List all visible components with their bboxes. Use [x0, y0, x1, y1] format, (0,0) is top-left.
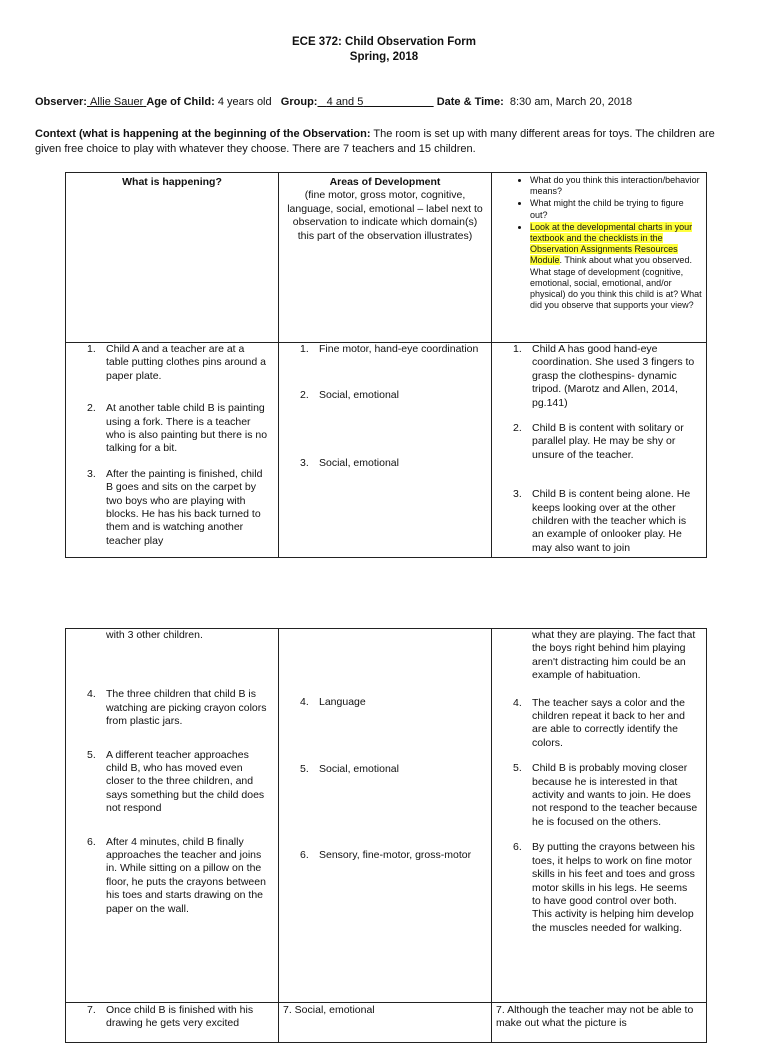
interpretation-cell	[492, 343, 707, 558]
list-item: 4. The three children that child B is watching are picking crayon colors from plastic jars.	[87, 688, 267, 728]
list-item: 1. Child A and a teacher are at a table putting clothes pins around a paper plate.	[87, 343, 266, 382]
happening-cell	[66, 1003, 279, 1043]
happening-list	[66, 1004, 278, 1031]
list-item: 3. Social, emotional	[300, 456, 399, 469]
group-label: Group:	[280, 96, 318, 108]
list-item: 4. The teacher says a color and the children repeat it back to her and are able to correctly identify the colors.	[513, 696, 685, 749]
header-happening-title: What is happening?	[122, 176, 222, 188]
header-bullet: • What do you think this interaction/behavior means?	[530, 175, 702, 197]
list-item: 1. Fine motor, hand-eye coordination	[300, 343, 479, 355]
areas-cell	[279, 1003, 492, 1043]
happening-cell	[66, 343, 279, 558]
happening-continuation: with 3 other children.	[106, 629, 203, 641]
table-body-row	[66, 1003, 707, 1043]
interpretation-list	[492, 697, 706, 936]
form-title	[0, 35, 768, 65]
list-item: 6. After 4 minutes, child B finally approaches the teacher and joins in. While sitting on a pillow on the floor, he puts the crayons between his toes and starts drawing on the paper on the wall.	[87, 835, 266, 915]
list-item: 2. At another table child B is painting using a fork. There is a teacher who is also painting but there is no talking for a bit.	[87, 402, 268, 455]
observer-label: Observer:	[35, 96, 87, 108]
age-label: Age of Child:	[146, 96, 215, 108]
header-areas-desc: (fine motor, gross motor, cognitive, language, social, emotional – label next to observation to indicate which domain(s) this part of the observation illustrates)	[287, 189, 483, 242]
list-item: 1. Child A has good hand-eye coordination. She used 3 fingers to grasp the clothespins- dynamic tripod. (Marotz and Allen, 2014, pg.141)	[513, 343, 695, 409]
list-item: 2. Social, emotional	[300, 389, 399, 402]
interpretation-list	[492, 343, 706, 555]
header-bullet	[530, 222, 702, 312]
interpretation-item: 7. Although the teacher may not be able to make out what the picture is	[496, 1004, 694, 1030]
header-bullet: • What might the child be trying to figure out?	[530, 198, 702, 220]
context-label: Context (what is happening at the beginning of the Observation:	[35, 128, 371, 140]
interpretation-cell	[492, 1003, 707, 1043]
datetime-value: 8:30 am, March 20, 2018	[509, 96, 633, 108]
areas-cell	[279, 343, 492, 558]
list-item: 7. Once child B is finished with his drawing he gets very excited	[87, 1004, 254, 1030]
header-cell-areas	[279, 173, 492, 343]
list-item: 4. Language	[300, 696, 366, 708]
context-text: The room is set up with many different areas for toys. The children are given free choice to play with whatever they choose. There are 7 teachers and 15 children.	[35, 128, 715, 155]
areas-list	[279, 343, 491, 470]
instruction-text: . Think about what you observed. What stage of development (cognitive, emotional, social, emotional, and/or physical) do you think this child is at? What did you observe that supports your view?	[530, 255, 702, 311]
header-cell-interpretation	[492, 173, 707, 343]
areas-item: 7. Social, emotional	[283, 1004, 375, 1016]
form-subtitle-text: Spring, 2018	[349, 51, 419, 63]
age-value: 4 years old	[217, 96, 272, 108]
list-item: 3. After the painting is finished, child B goes and sits on the carpet by two boys who are playing with blocks. He has his back turned to them and is watching another teacher play	[87, 467, 263, 547]
table-body-row	[66, 343, 707, 558]
datetime-label: Date & Time:	[436, 96, 504, 108]
happening-cell	[66, 629, 279, 1003]
interpretation-continuation: what they are playing. The fact that the boys right behind him playing aren't distracting him could be an example of habituation.	[532, 629, 696, 682]
header-interpretation-list	[492, 175, 706, 311]
list-item: 5. Child B is probably moving closer because he is interested in that activity and wants to join. He does not respond to the teacher because he is focused on the others.	[513, 762, 698, 828]
list-item: 5. Social, emotional	[300, 763, 399, 776]
table-body-row	[66, 629, 707, 1003]
table-header-row	[66, 173, 707, 343]
highlighted-instruction: Look at the developmental charts in your textbook and the checklists in the Observation Assignments Resources Module	[530, 221, 693, 266]
areas-list	[279, 696, 491, 862]
list-item: 5. A different teacher approaches child B, who has moved even closer to the three children, and says something but the child does not respond	[87, 748, 265, 815]
header-areas-title: Areas of Development	[329, 176, 441, 188]
group-value: 4 and 5	[326, 96, 364, 108]
areas-cell	[279, 629, 492, 1003]
header-cell-happening	[66, 173, 279, 343]
interpretation-cell	[492, 629, 707, 1003]
happening-list	[66, 688, 278, 916]
observation-table-page1	[65, 172, 707, 558]
list-item: 2. Child B is content with solitary or parallel play. He may be shy or unsure of the teacher.	[513, 422, 684, 461]
list-item: 6. By putting the crayons between his toes, it helps to work on fine motor skills in his feet and toes and gross motor skills in his legs. He seems to have good control over both. This activity is helping him develop the muscles needed for walking.	[513, 841, 695, 934]
form-title-text: ECE 372: Child Observation Form	[291, 36, 477, 48]
list-item: 3. Child B is content being alone. He keeps looking over at the other children with the teacher which is an example of onlooker play. He may also want to join	[513, 488, 691, 554]
list-item: 6. Sensory, fine-motor, gross-motor	[300, 848, 472, 861]
observation-table-page2	[65, 628, 707, 1043]
context-paragraph	[35, 127, 725, 157]
observer-meta-line	[35, 96, 632, 108]
observer-value: Allie Sauer	[90, 96, 144, 108]
happening-list	[66, 343, 278, 548]
